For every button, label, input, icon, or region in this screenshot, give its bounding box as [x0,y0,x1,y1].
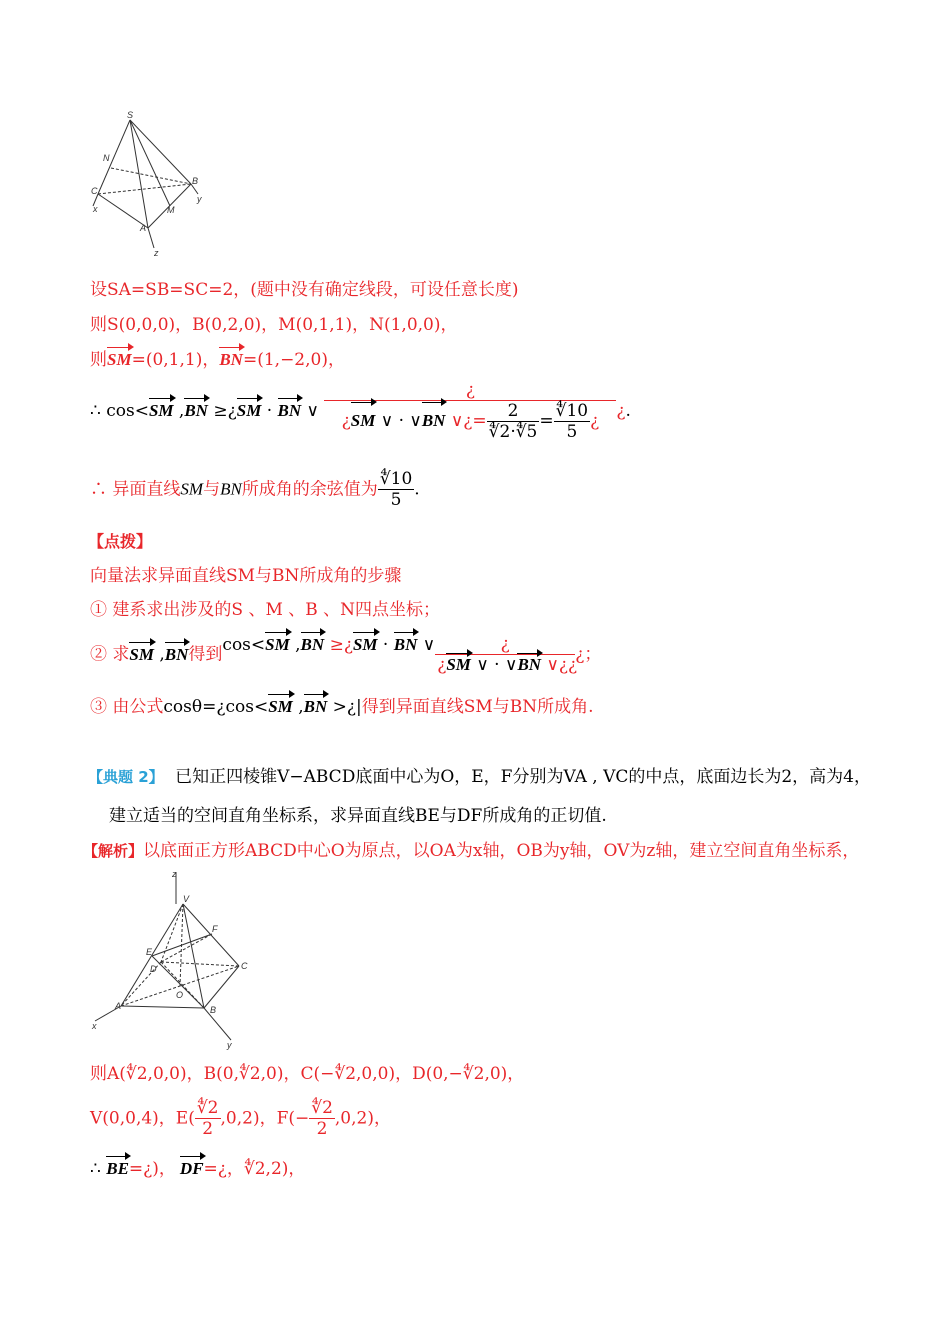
text: ∨ · ∨ [470,655,518,675]
text: 与 [203,479,221,500]
text: ∨¿= [445,411,487,431]
tip-step-0: 向量法求异面直线SM与BN所成角的步骤 [90,566,402,586]
vector-bn: BN [219,350,243,369]
text: ∨ [417,635,436,655]
vector-sm: SM [268,697,293,716]
text: 得到 [188,644,223,665]
text: ,0,2)，F(− [220,1108,310,1129]
vector-sm: SM [351,404,376,438]
given-lengths: 设SA=SB=SC=2，(题中没有确定线段，可设任意长度) [90,280,519,300]
text: 所成角的余弦值为 [241,479,378,500]
vector-sm: SM [265,635,290,654]
vector-bn: BN [422,404,446,438]
vector-sm: SM [352,635,378,654]
label-z: z [172,869,177,879]
numerator: ¿ [435,634,575,655]
label-b: B [192,176,199,186]
tip-step-2 [90,634,601,684]
vector-df: DF [179,1159,204,1178]
text: =¿，∜2,2)， [203,1159,306,1179]
numerator: 2 [487,401,540,422]
label-z: z [154,248,159,258]
text: ② 求 [90,644,130,665]
fraction-e [195,1098,221,1139]
fraction [378,469,414,510]
vector-coords [90,349,345,371]
text: ∨ · ∨ [375,411,422,431]
text: BN [220,479,242,499]
label-e: E [146,947,153,957]
numerator: ∜10 [555,401,589,421]
label-y: y [197,194,202,204]
point-coords: 则S(0,0,0)，B(0,2,0)，M(0,1,1)，N(1,0,0)， [90,315,458,335]
tip-step-3 [90,696,594,718]
vector-bn: BN [393,635,418,654]
text: cosθ=¿cos< [163,697,269,717]
label-a: A [140,223,147,233]
label-d: D [150,964,157,974]
text: 则 [90,350,107,370]
text: ≥¿ [324,635,353,655]
text: ¿ [590,411,600,431]
vector-bn: BN [303,697,328,716]
coords-line-3 [90,1158,305,1180]
text: ≥¿ [207,401,237,421]
text: . [625,401,631,421]
vector-bn: BN [277,401,302,420]
label-y: y [227,1040,232,1050]
solution-tag: 【解析】 [83,842,144,860]
label-x: x [92,1021,97,1031]
text: · [261,401,278,421]
label-c: C [91,186,98,196]
label-m: M [167,205,175,215]
label-v: V [183,894,190,904]
fraction-denominator [324,401,616,442]
coords-line-1: 则A(∜2,0,0)，B(0,∜2,0)，C(−∜2,0,0)，D(0,−∜2,0)， [90,1064,525,1084]
example-tag: 【典题 2】 [88,768,164,786]
coords-line-2 [90,1098,391,1146]
vector-sm: SM [148,401,174,420]
vector-bn: BN [184,401,208,420]
text: ∨¿¿ [541,655,578,675]
label-c: C [241,961,248,971]
vector-sm: SM [107,350,132,369]
cos-expr [222,635,435,655]
denominator [435,655,578,675]
text: = [539,411,554,431]
denominator: 5 [566,422,578,442]
vector-sm: SM [236,401,262,420]
denominator: ∜2·∜5 [488,422,538,442]
vector-bn: BN [300,635,325,654]
denominator: 2 [202,1119,214,1139]
denominator: 5 [390,490,402,510]
example-2-question [88,766,871,788]
pyramid-figure [86,868,256,1050]
text: ¿； [575,644,602,665]
label-a: A [115,1001,122,1011]
vector-sm: SM [446,655,471,674]
tip-title: 【点拨】 [88,532,153,551]
text: ¿ [616,401,626,421]
label-n: N [103,153,110,163]
label-b: B [210,1005,217,1015]
conclusion [90,469,420,517]
label-s: S [127,110,134,120]
label-f: F [212,924,218,934]
fraction-numerator: ¿ [324,380,616,401]
vector-bn: BN [517,655,542,674]
big-fraction [324,380,616,442]
text: , [173,401,185,421]
text: SM [180,479,204,499]
numerator: ∜2 [311,1098,333,1118]
cosine-formula [90,380,631,450]
text: =(1,−2,0)， [242,350,345,370]
denominator: 2 [316,1119,328,1139]
text: , [153,644,165,665]
label-x: x [93,204,98,214]
text: cos< [222,635,266,655]
text: ③ 由公式 [90,697,164,717]
text: >¿| [327,697,362,717]
text: · [377,635,394,655]
vector-sm: SM [129,644,154,664]
fraction-3 [554,401,590,442]
text: ∨ [301,401,320,421]
example-2-question-line-2: 建立适当的空间直角坐标系，求异面直线BE与DF所成角的正切值. [109,806,607,826]
solution-text: 以底面正方形ABCD中心O为原点，以OA为x轴，OB为y轴，OV为z轴，建立空间直角坐标系， [143,841,860,861]
text: 得到异面直线SM与BN所成角. [361,697,594,717]
fraction-f [309,1098,335,1139]
text: =(0,1,1)， [131,350,220,370]
text: ∴ 异面直线 [90,479,181,500]
fraction [435,634,578,675]
tetrahedron-figure [86,110,226,260]
text: V(0,0,4)，E( [90,1108,195,1129]
text: ∴ [90,1159,107,1179]
numerator: ∜10 [379,469,413,489]
label-o: O [176,990,184,1000]
text: ,0,2)， [334,1108,391,1129]
vector-be: BE [106,1159,129,1178]
text: =¿)， [128,1159,176,1179]
solution [83,840,859,862]
text: ∴ cos< [90,401,149,421]
text: , [292,697,304,717]
text: , [289,635,301,655]
fraction-2 [487,401,540,442]
question-line-1: 已知正四棱锥V−ABCD底面中心为O，E，F分别为VA , VC的中点，底面边长为2，高为4， [175,767,871,787]
numerator: ∜2 [196,1098,219,1118]
text: . [414,479,420,500]
vector-bn: BN [164,644,189,664]
text: ¿ [341,411,351,431]
tip-step-1: ① 建系求出涉及的S 、M 、B 、N四点坐标； [90,600,441,620]
text: ¿ [437,655,447,675]
